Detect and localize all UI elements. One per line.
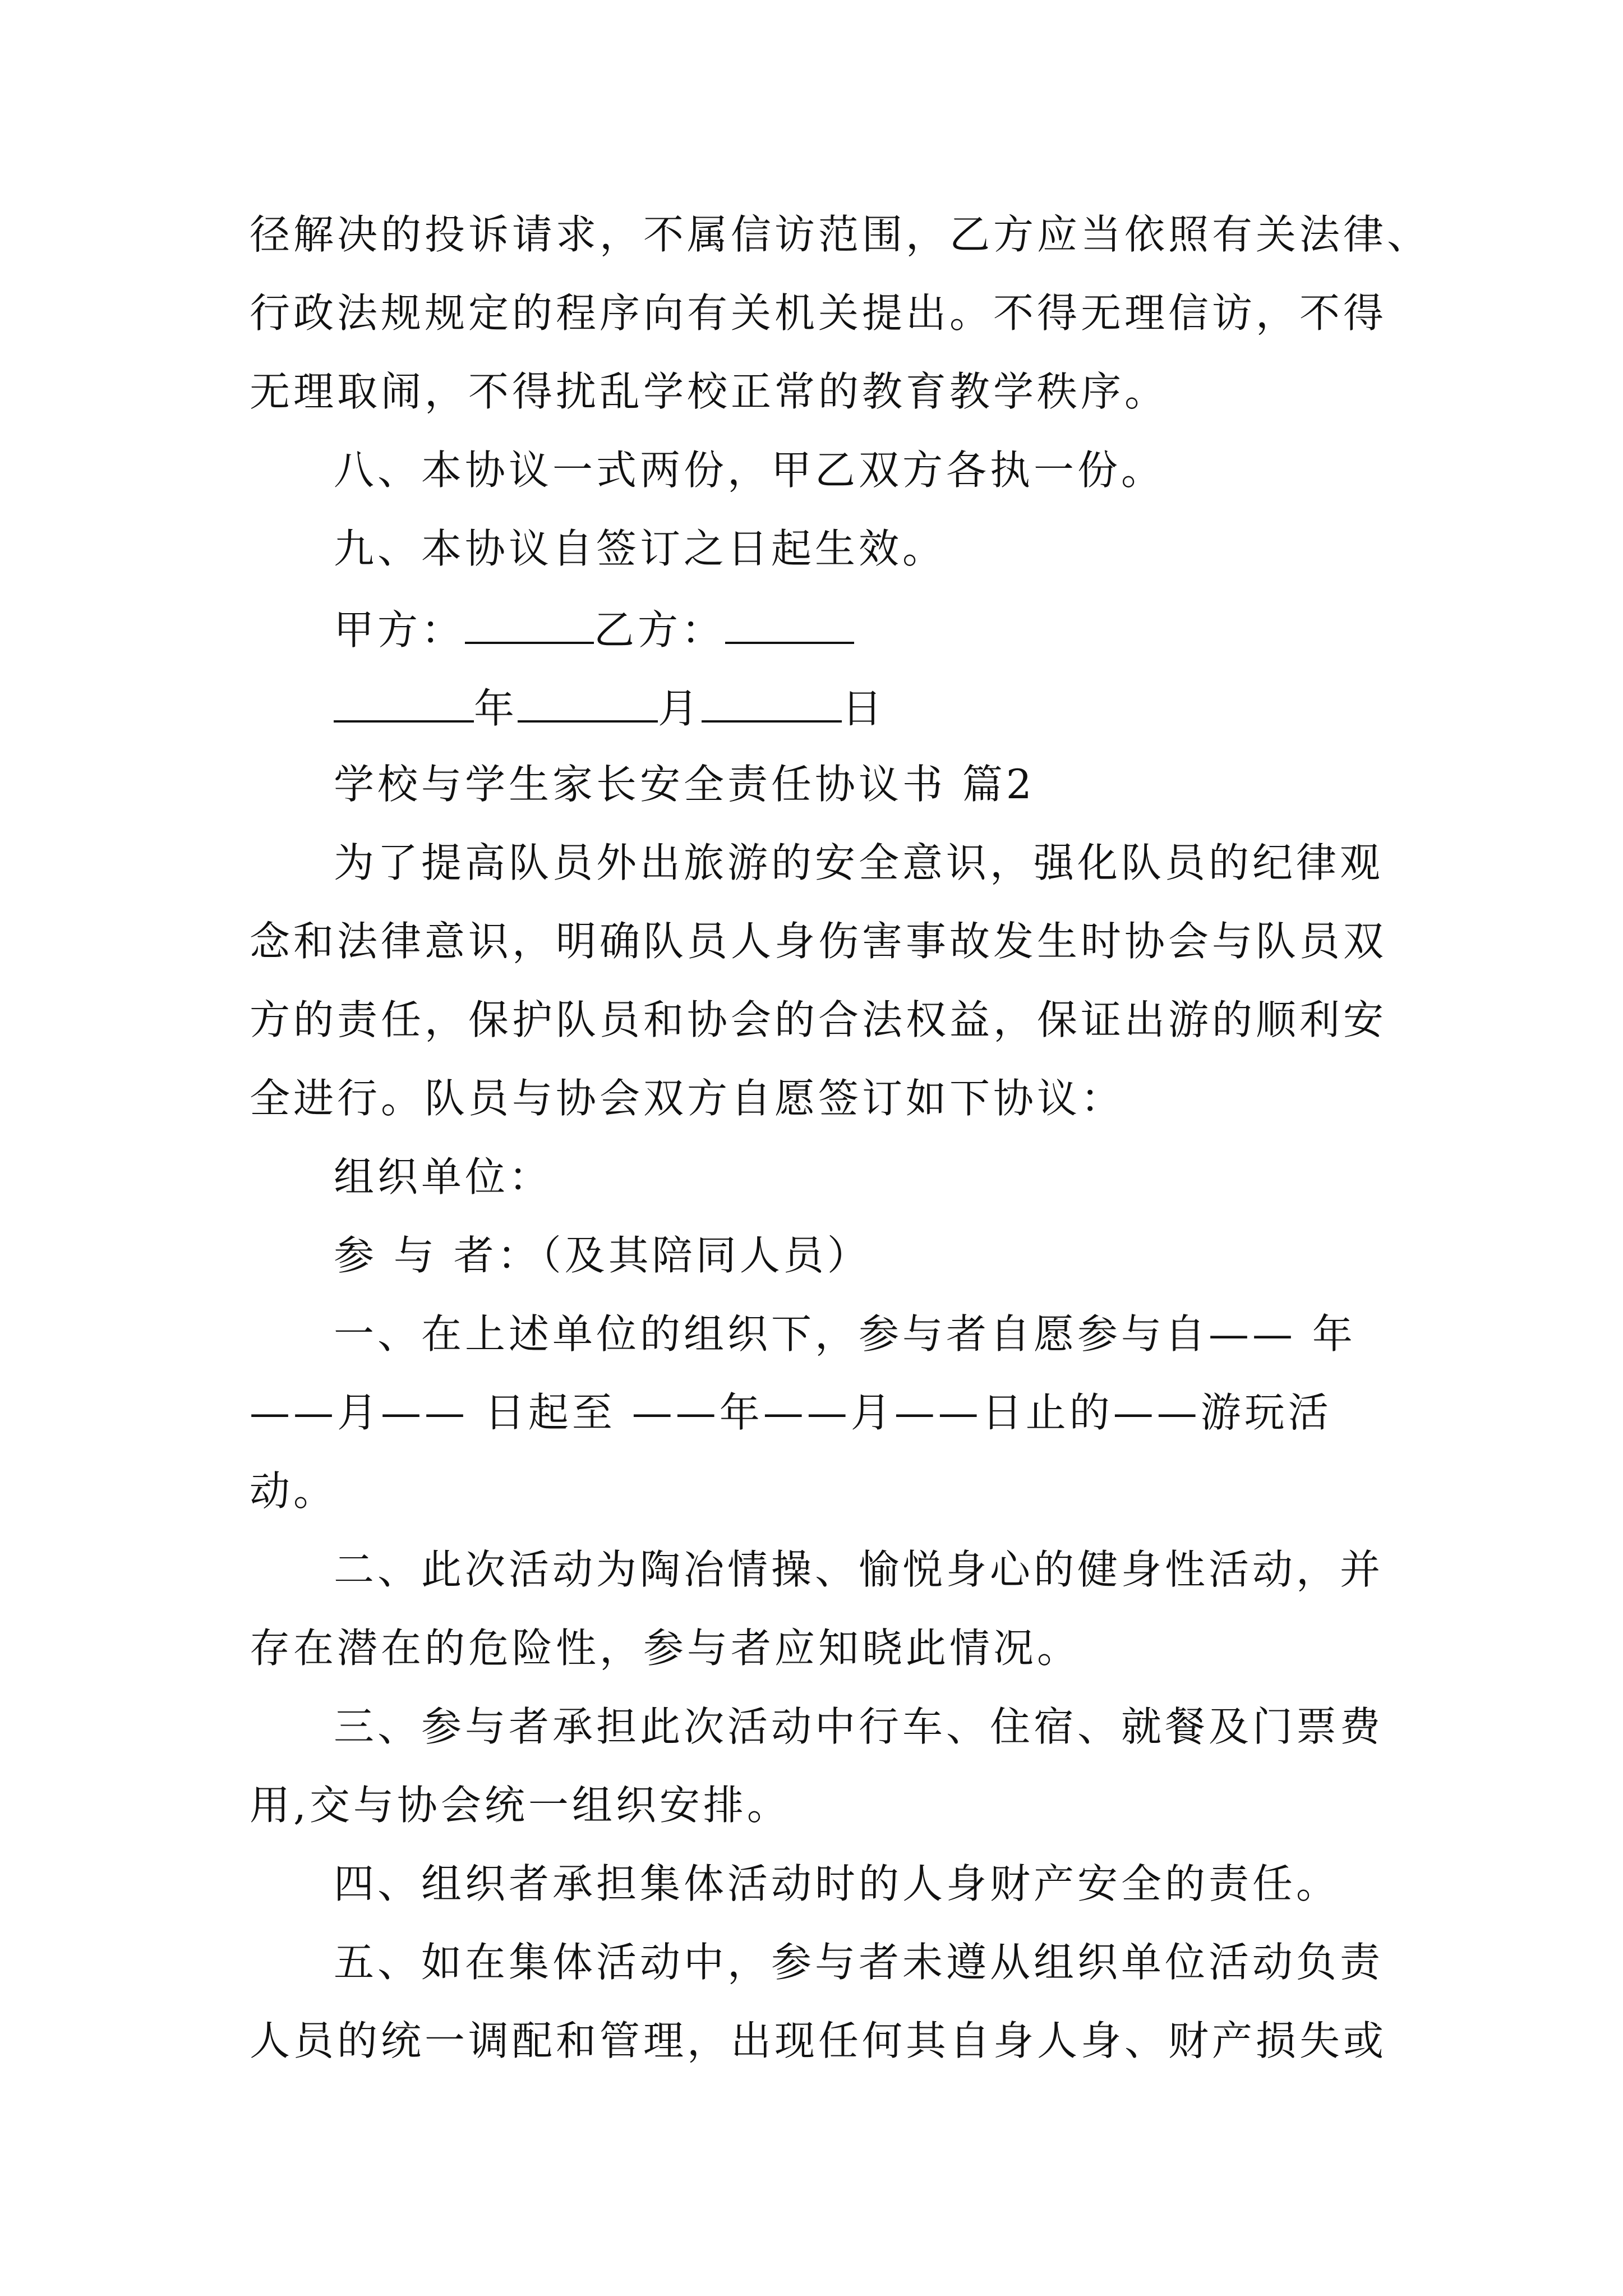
paragraph-line: 一、在上述单位的组织下，参与者自愿参与自—— 年 — [334, 1310, 1356, 1358]
paragraph-line: 存在潜在的危险性，参与者应知晓此情况。 — [250, 1625, 1081, 1672]
signature-date-line — [334, 685, 886, 732]
year-label: 年 — [474, 685, 518, 732]
paragraph-line: 全进行。队员与协会双方自愿签订如下协议： — [250, 1075, 1125, 1122]
paragraph-line: 为了提高队员外出旅游的安全意识，强化队员的纪律观 — [334, 839, 1384, 886]
paragraph-line: 二、此次活动为陶冶情操、愉悦身心的健身性活动，并 — [334, 1546, 1384, 1593]
signature-parties-line — [334, 606, 854, 654]
party-b-label: 乙方： — [594, 606, 726, 654]
day-label: 日 — [842, 685, 886, 732]
paragraph-line: 人员的统一调配和管理，出现任何其自身人身、财产损失或 — [250, 2017, 1387, 2064]
party-b-blank — [725, 607, 854, 644]
clause-nine: 九、本协议自签订之日起生效。 — [334, 525, 947, 572]
paragraph-line: 径解决的投诉请求，不属信访范围，乙方应当依照有关法律、 — [250, 211, 1431, 258]
paragraph-line: 念和法律意识，明确队员人身伤害事故发生时协会与队员双 — [250, 918, 1387, 965]
paragraph-line: 无理取闹，不得扰乱学校正常的教育教学秩序。 — [250, 368, 1169, 415]
month-blank — [518, 685, 658, 723]
paragraph-line: 四、组织者承担集体活动时的人身财产安全的责任。 — [334, 1860, 1340, 1907]
paragraph-line: ——月—— 日起至 ——年——月——日止的——游玩活 — [250, 1389, 1332, 1436]
party-a-label: 甲方： — [334, 606, 465, 654]
participant-line: 参 与 者：（及其陪同人员） — [334, 1232, 871, 1279]
paragraph-line: 用,交与协会统一组织安排。 — [250, 1782, 791, 1829]
clause-eight: 八、本协议一式两份，甲乙双方各执一份。 — [334, 447, 1165, 494]
year-blank — [334, 685, 474, 723]
month-label: 月 — [658, 685, 702, 732]
paragraph-line: 三、参与者承担此次活动中行车、住宿、就餐及门票费 — [334, 1703, 1384, 1750]
paragraph-line: 动。 — [250, 1467, 338, 1515]
paragraph-line: 五、如在集体活动中，参与者未遵从组织单位活动负责 — [334, 1939, 1384, 1986]
party-a-blank — [465, 607, 594, 644]
paragraph-line: 行政法规规定的程序向有关机关提出。不得无理信访，不得 — [250, 289, 1387, 337]
day-blank — [702, 685, 842, 723]
organizer-line: 组织单位： — [334, 1153, 553, 1200]
section-heading: 学校与学生家长安全责任协议书 篇2 — [334, 761, 1035, 808]
paragraph-line: 方的责任，保护队员和协会的合法权益，保证出游的顺利安 — [250, 996, 1387, 1043]
